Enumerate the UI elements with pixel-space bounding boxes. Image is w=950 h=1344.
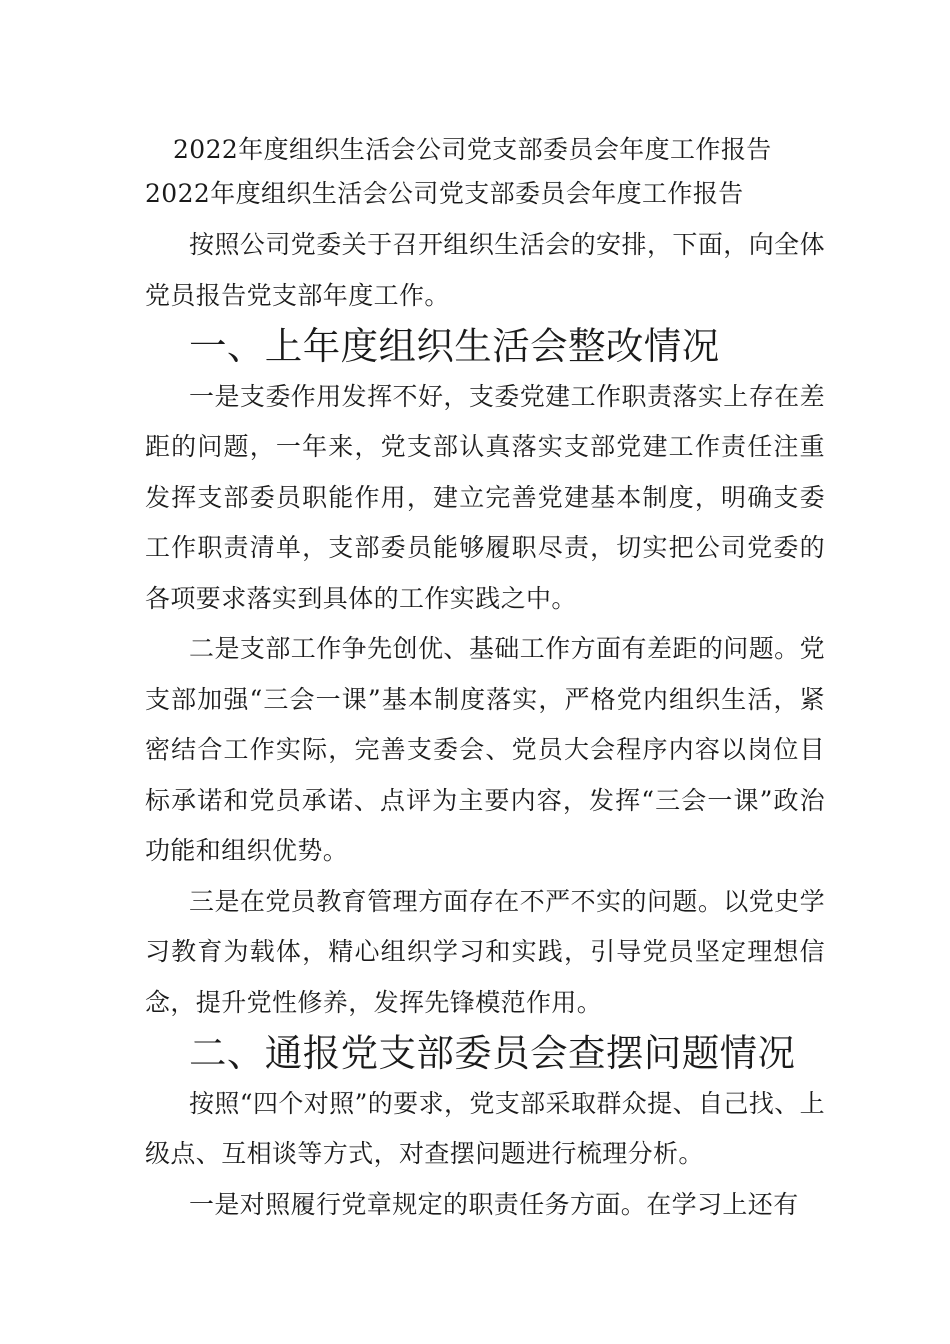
body-paragraph: 二是支部工作争先创优、基础工作方面有差距的问题。党支部加强“三会一课”基本制度落实，严格党内组织生活，紧密结合工作实际，完善支委会、党员大会程序内容以岗位目标承诺和党员承诺、点评为主要内容，发挥“三会一课”政治功能和组织优势。 [145,634,825,865]
body-paragraph: 一是对照履行党章规定的职责任务方面。在学习上还有 [189,1189,799,1219]
body-paragraph: 一是支委作用发挥不好，支委党建工作职责落实上存在差距的问题，一年来，党支部认真落实支部党建工作责任注重发挥支部委员职能作用，建立完善党建基本制度，明确支委工作职责清单，支部委员能够履职尽责，切实把公司党委的各项要求落实到具体的工作实践之中。 [145,381,825,613]
body-paragraph: 按照“四个对照”的要求，党支部采取群众提、自己找、上级点、互相谈等方式，对查摆问题进行梳理分析。 [145,1088,825,1168]
intro-paragraph: 按照公司党委关于召开组织生活会的安排，下面，向全体党员报告党支部年度工作。 [145,230,825,310]
section-heading: 一、上年度组织生活会整改情况 [189,324,720,368]
section-heading: 二、通报党支部委员会查摆问题情况 [189,1031,796,1075]
document-body [145,128,825,1230]
document-title: 2022年度组织生活会公司党支部委员会年度工作报告 [173,135,772,164]
document-title-repeat: 2022年度组织生活会公司党支部委员会年度工作报告 [145,179,744,208]
body-paragraph: 三是在党员教育管理方面存在不严不实的问题。以党史学习教育为载体，精心组织学习和实践，引导党员坚定理想信念，提升党性修养，发挥先锋模范作用。 [145,886,825,1017]
